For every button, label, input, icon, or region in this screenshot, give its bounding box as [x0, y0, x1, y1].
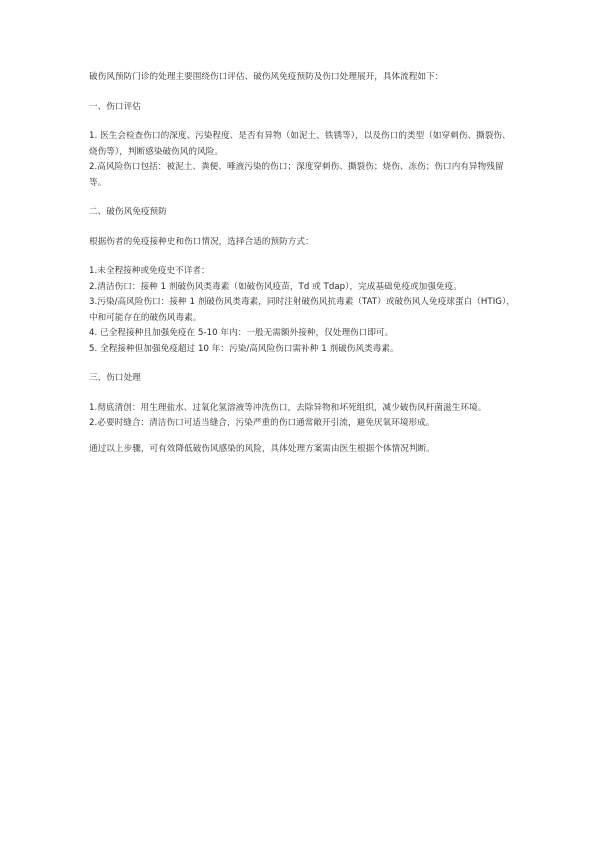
spacer — [89, 250, 517, 264]
section-lead: 根据伤者的免疫接种史和伤口情况，选择合适的预防方式： — [89, 236, 314, 247]
conclusion-paragraph: 通过以上步骤，可有效降低破伤风感染的风险，具体处理方案需由医生根据个体情况判断。 — [89, 443, 435, 454]
spacer — [89, 221, 517, 235]
spacer — [89, 357, 517, 371]
list-item: 5. 全程接种但加强免疫超过 10 年：污染/高风险伤口需补种 1 剂破伤风类毒素。 — [89, 343, 399, 354]
section-heading-wound-treatment: 三、伤口处理 — [89, 373, 141, 383]
list-item: 3.污染/高风险伤口：接种 1 剂破伤风类毒素，同时注射破伤风抗毒素（TAT）或破伤风人免疫球蛋白（HTIG），中和可能存在的破伤风毒素。 — [89, 297, 516, 323]
list-item: 1.彻底清创：用生理盐水、过氧化氢溶液等冲洗伤口，去除异物和坏死组织，减少破伤风杆菌滋生环境。 — [89, 402, 487, 413]
document-page — [89, 70, 517, 457]
section-heading-wound-assessment: 一、伤口评估 — [89, 101, 141, 112]
spacer — [89, 387, 517, 401]
list-item: 2.清洁伤口：接种 1 剂破伤风类毒素（如破伤风疫苗，Td 或 Tdap），完成基础免疫或加强免疫。 — [89, 281, 462, 292]
list-item: 1.未全程接种或免疫史不详者： — [89, 266, 210, 276]
intro-paragraph: 破伤风预防门诊的处理主要围绕伤口评估、破伤风免疫预防及伤口处理展开，具体流程如下： — [89, 72, 444, 82]
list-item: 1. 医生会检查伤口的深度、污染程度、是否有异物（如泥土、铁锈等），以及伤口的类型（如穿刺伤、撕裂伤、烧伤等），判断感染破伤风的风险。 — [89, 131, 511, 157]
list-item: 2.高风险伤口包括：被泥土、粪便、唾液污染的伤口；深度穿刺伤、撕裂伤；烧伤、冻伤；伤口内有异物残留等。 — [89, 162, 504, 188]
spacer — [89, 86, 517, 100]
spacer — [89, 191, 517, 205]
list-item: 2.必要时缝合：清洁伤口可适当缝合，污染严重的伤口通常敞开引流，避免厌氧环境形成。 — [89, 418, 435, 428]
spacer — [89, 115, 517, 129]
list-item: 4. 已全程接种且加强免疫在 5-10 年内：一般无需额外接种，仅处理伤口即可。 — [89, 328, 394, 338]
section-heading-immunization: 二、破伤风免疫预防 — [89, 207, 167, 217]
spacer — [89, 432, 517, 442]
